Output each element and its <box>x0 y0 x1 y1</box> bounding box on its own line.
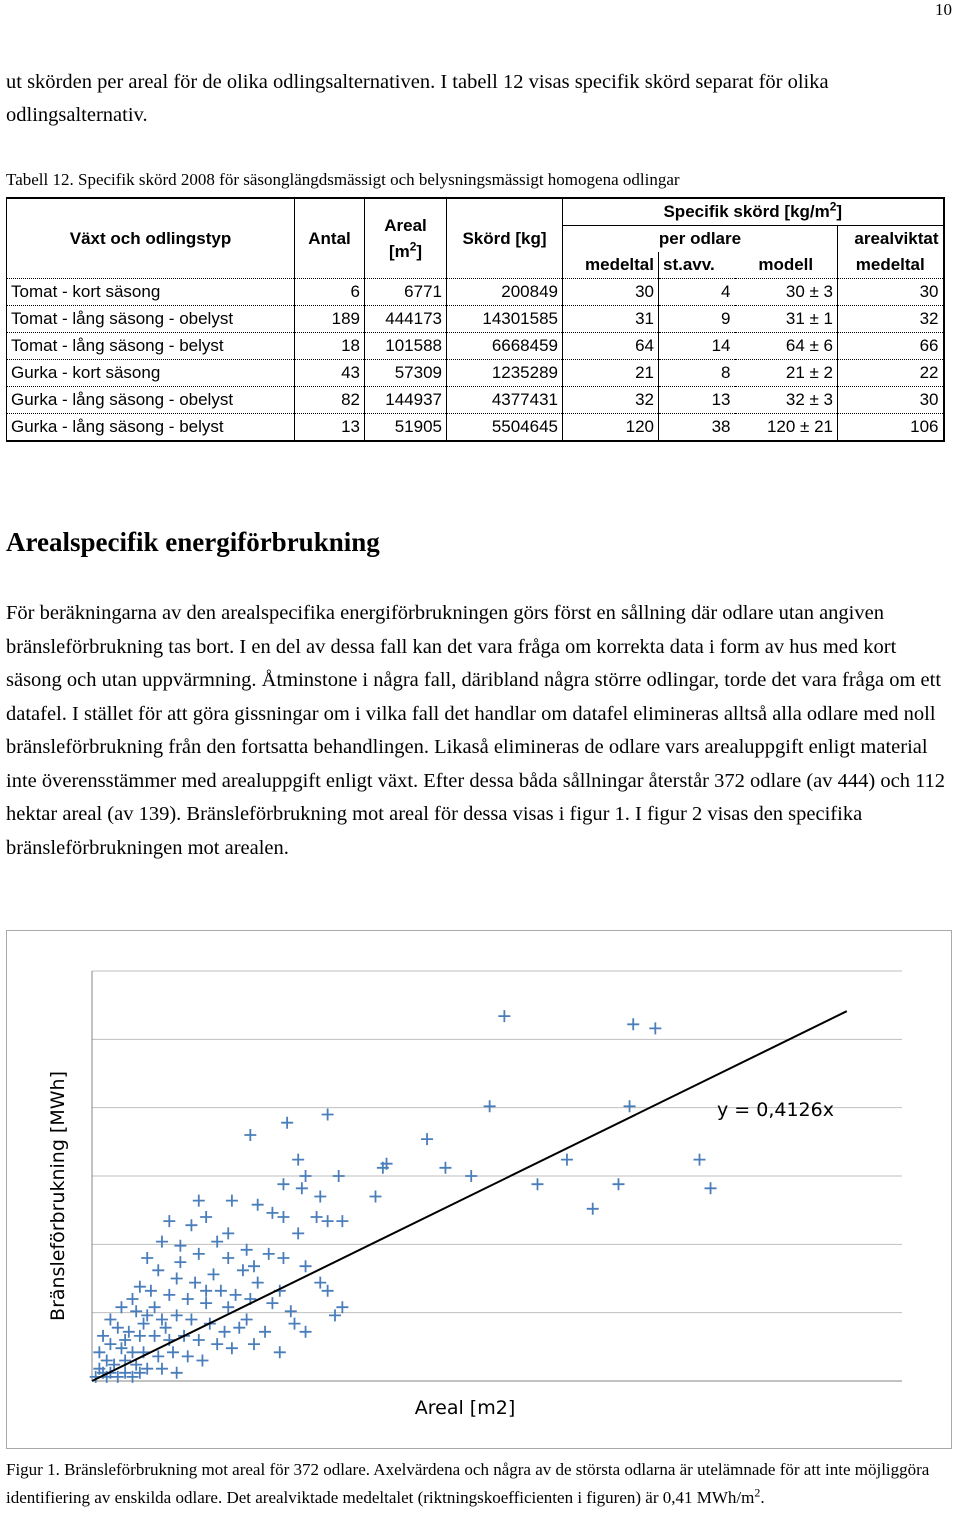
cell-count: 82 <box>295 387 365 414</box>
cell-std: 13 <box>659 387 735 414</box>
table-row <box>7 306 944 333</box>
data-point <box>112 1322 124 1334</box>
data-point <box>336 1301 348 1313</box>
data-point <box>336 1215 348 1227</box>
data-point <box>145 1285 157 1297</box>
data-point <box>200 1297 212 1309</box>
cell-area: 6771 <box>365 279 447 306</box>
data-point <box>311 1211 323 1223</box>
header-specific-label: Specifik skörd [kg/m <box>663 202 830 221</box>
cell-mean: 120 <box>563 414 659 442</box>
data-point <box>233 1322 245 1334</box>
table-row <box>7 387 944 414</box>
chart-points <box>90 1010 717 1383</box>
cell-yield: 14301585 <box>447 306 563 333</box>
scatter-chart <box>7 931 951 1448</box>
cell-model: 120 ± 21 <box>735 414 838 442</box>
header-std: st.avv. <box>659 252 735 279</box>
data-point <box>266 1297 278 1309</box>
header-area-label: Areal <box>384 215 427 235</box>
figure-1 <box>6 930 952 1449</box>
data-point <box>277 1211 289 1223</box>
data-point <box>296 1182 308 1194</box>
data-point <box>185 1219 197 1231</box>
data-point <box>281 1117 293 1129</box>
data-point <box>185 1314 197 1326</box>
data-point <box>370 1191 382 1203</box>
data-point <box>193 1334 205 1346</box>
cell-model: 30 ± 3 <box>735 279 838 306</box>
data-point <box>263 1248 275 1260</box>
table-row <box>7 414 944 442</box>
data-point <box>149 1330 161 1342</box>
cell-mean: 32 <box>563 387 659 414</box>
header-weighted-mean: medeltal <box>838 252 944 279</box>
data-point <box>587 1203 599 1215</box>
data-point <box>252 1199 264 1211</box>
data-point <box>134 1281 146 1293</box>
cell-weighted: 66 <box>838 333 944 360</box>
cell-yield: 200849 <box>447 279 563 306</box>
data-point <box>104 1338 116 1350</box>
cell-area: 144937 <box>365 387 447 414</box>
data-point <box>300 1260 312 1272</box>
data-point <box>484 1100 496 1112</box>
cell-mean: 30 <box>563 279 659 306</box>
data-point <box>219 1326 231 1338</box>
data-point <box>300 1326 312 1338</box>
cell-area: 51905 <box>365 414 447 442</box>
data-point <box>141 1252 153 1264</box>
data-point <box>156 1236 168 1248</box>
trendline-label: y = 0,4126x <box>717 1099 834 1121</box>
data-point <box>97 1330 109 1342</box>
data-point <box>314 1191 326 1203</box>
table-row <box>7 333 944 360</box>
data-point <box>215 1285 227 1297</box>
data-point <box>237 1264 249 1276</box>
y-axis-label: Bränsleförbrukning [MWh] <box>47 1071 69 1321</box>
data-point <box>222 1252 234 1264</box>
cell-yield: 6668459 <box>447 333 563 360</box>
data-point <box>171 1273 183 1285</box>
data-point <box>314 1277 326 1289</box>
data-point <box>333 1170 345 1182</box>
header-specific-end: ] <box>836 202 843 221</box>
data-point <box>189 1277 201 1289</box>
data-point <box>244 1129 256 1141</box>
header-model: modell <box>758 255 814 274</box>
cell-area: 444173 <box>365 306 447 333</box>
cell-model: 64 ± 6 <box>735 333 838 360</box>
data-point <box>465 1170 477 1182</box>
data-point <box>115 1301 127 1313</box>
chart-gridlines <box>92 971 902 1313</box>
figure-caption-end: . <box>760 1488 765 1507</box>
cell-yield: 5504645 <box>447 414 563 442</box>
data-point <box>292 1154 304 1166</box>
data-point <box>292 1227 304 1239</box>
cell-weighted: 106 <box>838 414 944 442</box>
cell-count: 43 <box>295 360 365 387</box>
header-crop: Växt och odlingstyp <box>7 198 295 279</box>
table-caption: Tabell 12. Specifik skörd 2008 för säsonglängdsmässigt och belysningsmässigt homogena odlingar <box>6 170 680 189</box>
data-point <box>200 1285 212 1297</box>
data-point <box>93 1346 105 1358</box>
data-point <box>561 1154 573 1166</box>
data-point <box>439 1162 451 1174</box>
data-point <box>248 1338 260 1350</box>
cell-model: 21 ± 2 <box>735 360 838 387</box>
cell-count: 6 <box>295 279 365 306</box>
data-point <box>421 1133 433 1145</box>
data-point <box>226 1342 238 1354</box>
data-point <box>241 1314 253 1326</box>
data-point <box>705 1182 717 1194</box>
data-point <box>127 1346 139 1358</box>
figure-caption-text: Figur 1. Bränsleförbrukning mot areal för 372 odlare. Axelvärdena och några av de största odlarna är utelämnade för att inte möjliggöra identifiering av enskilda odlare. Det arealviktade medeltalet (riktningskoefficienten i figuren) är 0,41 MWh/m <box>6 1460 930 1507</box>
cell-model: 31 ± 1 <box>735 306 838 333</box>
data-point <box>498 1010 510 1022</box>
trendline <box>92 1011 847 1381</box>
data-point <box>163 1215 175 1227</box>
data-point <box>329 1309 341 1321</box>
cell-std: 4 <box>659 279 735 306</box>
header-mean: medeltal <box>563 252 659 279</box>
data-point <box>285 1305 297 1317</box>
data-point <box>300 1170 312 1182</box>
data-point <box>266 1207 278 1219</box>
cell-crop: Tomat - lång säsong - belyst <box>7 333 295 360</box>
data-point <box>156 1363 168 1375</box>
cell-crop: Gurka - lång säsong - belyst <box>7 414 295 442</box>
data-point <box>134 1330 146 1342</box>
cell-weighted: 32 <box>838 306 944 333</box>
header-specific-sup: 2 <box>829 199 837 214</box>
cell-weighted: 22 <box>838 360 944 387</box>
cell-area: 57309 <box>365 360 447 387</box>
data-point <box>182 1293 194 1305</box>
data-point <box>149 1301 161 1313</box>
header-per-grower: per odlare <box>563 226 838 253</box>
data-point <box>152 1264 164 1276</box>
header-specific-yield <box>563 198 944 226</box>
header-area-weighted: arealviktat <box>838 226 944 253</box>
data-point <box>193 1248 205 1260</box>
data-point <box>613 1178 625 1190</box>
table-row <box>7 279 944 306</box>
header-area-unit-sup: 2 <box>409 238 417 253</box>
data-point <box>322 1285 334 1297</box>
cell-crop: Gurka - kort säsong <box>7 360 295 387</box>
cell-std: 9 <box>659 306 735 333</box>
page-number: 10 <box>935 0 952 19</box>
cell-area: 101588 <box>365 333 447 360</box>
cell-std: 8 <box>659 360 735 387</box>
data-point <box>226 1195 238 1207</box>
data-point <box>127 1293 139 1305</box>
cell-mean: 31 <box>563 306 659 333</box>
cell-std: 38 <box>659 414 735 442</box>
data-point <box>241 1244 253 1256</box>
data-point <box>532 1178 544 1190</box>
data-point <box>289 1318 301 1330</box>
cell-mean: 21 <box>563 360 659 387</box>
data-point <box>277 1252 289 1264</box>
cell-crop: Gurka - lång säsong - obelyst <box>7 387 295 414</box>
cell-model: 32 ± 3 <box>735 387 838 414</box>
data-point <box>182 1350 194 1362</box>
cell-count: 189 <box>295 306 365 333</box>
table-row <box>7 360 944 387</box>
cell-crop: Tomat - kort säsong <box>7 279 295 306</box>
data-point <box>200 1211 212 1223</box>
cell-count: 18 <box>295 333 365 360</box>
cell-weighted: 30 <box>838 279 944 306</box>
data-point <box>171 1367 183 1379</box>
figure-caption-sup: 2 <box>754 1485 761 1500</box>
data-point <box>222 1227 234 1239</box>
data-point <box>163 1289 175 1301</box>
data-point <box>211 1338 223 1350</box>
data-point <box>174 1256 186 1268</box>
data-point <box>322 1109 334 1121</box>
data-point <box>208 1268 220 1280</box>
header-area-unit-end: ] <box>416 241 423 261</box>
yield-table <box>6 197 945 442</box>
data-point <box>322 1215 334 1227</box>
data-point <box>167 1346 179 1358</box>
section-heading: Arealspecifik energiförbrukning <box>6 527 380 557</box>
data-point <box>627 1018 639 1030</box>
cell-weighted: 30 <box>838 387 944 414</box>
x-axis-label: Areal [m2] <box>414 1397 516 1419</box>
data-point <box>252 1277 264 1289</box>
header-count: Antal <box>295 198 365 279</box>
data-point <box>277 1178 289 1190</box>
data-point <box>174 1240 186 1252</box>
cell-yield: 4377431 <box>447 387 563 414</box>
data-point <box>130 1305 142 1317</box>
data-point <box>193 1195 205 1207</box>
data-point <box>649 1022 661 1034</box>
intro-paragraph: ut skörden per areal för de olika odlingsalternativen. I tabell 12 visas specifik skörd separat för olika odlingsalternativ. <box>6 71 829 126</box>
data-point <box>196 1355 208 1367</box>
header-yield: Skörd [kg] <box>447 198 563 279</box>
data-point <box>230 1289 242 1301</box>
data-point <box>274 1346 286 1358</box>
header-area-unit: [m <box>388 241 410 261</box>
data-point <box>211 1236 223 1248</box>
data-point <box>624 1100 636 1112</box>
data-point <box>152 1350 164 1362</box>
data-point <box>259 1326 271 1338</box>
data-point <box>104 1314 116 1326</box>
cell-mean: 64 <box>563 333 659 360</box>
cell-count: 13 <box>295 414 365 442</box>
cell-crop: Tomat - lång säsong - obelyst <box>7 306 295 333</box>
body-paragraph: För beräkningarna av den arealspecifika energiförbrukningen görs först en sållning där odlare utan angiven bränsleförbrukning tas bort. I en del av dessa fall kan det vara fråga om korrekta data i form av hus med kort säsong och utan uppvärmning. Åtminstone i några fall, däribland några större odlingar, torde det vara fråga om ett datafel. I stället för att göra gissningar om i vilka fall det handlar om datafel elimineras alltså alla odlare med noll bränsleförbrukning från den fortsatta behandlingen. Likaså elimineras de odlare vars arealuppgift enligt material inte överensstämmer med arealuppgift enligt växt. Efter dessa båda sållningar återstår 372 odlare (av 444) och 112 hektar areal (av 139). Bränsleförbrukning mot areal för dessa visas i figur 1. I figur 2 visas den specifika bränsleförbrukningen mot arealen. <box>6 602 946 859</box>
cell-std: 14 <box>659 333 735 360</box>
figure-caption <box>6 1456 951 1512</box>
header-area <box>365 198 447 279</box>
data-point <box>171 1309 183 1321</box>
cell-yield: 1235289 <box>447 360 563 387</box>
data-point <box>694 1154 706 1166</box>
data-point <box>248 1260 260 1272</box>
